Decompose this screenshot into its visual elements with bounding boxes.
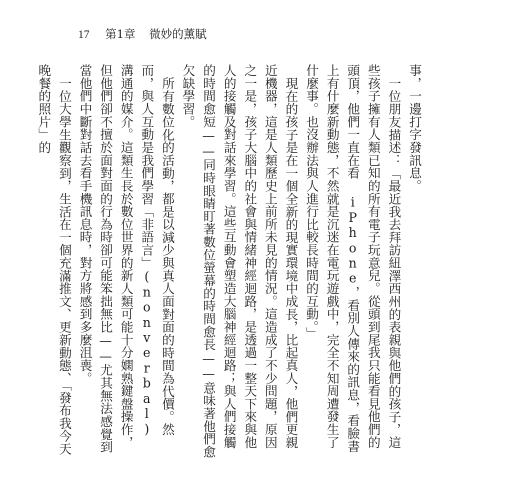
paragraph: 所有數位化的活動，都是以減少與真人面對面的時間為代價。然而，與人互動是我們學習「非語言」(nonverbal) 溝通的媒介。這類生長於數位世界的新人類可能十分嫻熟鍵盤操作，但他們卻不擅於面對面的行為時卻可能笨拙無比——尤其無法感覺到當他們中斷對話去看手機訊息時，對方將感到多麼沮喪。 bbox=[77, 64, 175, 454]
paragraph: 現在的孩子是在一個全新的現實環境中成長，比起真人，他們更親近機器，這是人類歷史上前所未見的情況。這造成了不少問題，原因之一是，孩子大腦中的社會與情緒神經迴路，是透過一整天下來與他人的接觸及對話來學習。這些互動會塑造大腦神經迴路；與人們接觸的時間愈短——同時眼睛盯著數位螢幕的時間愈長——意味著他們愈欠缺學習。 bbox=[180, 64, 299, 459]
body-text bbox=[36, 64, 424, 459]
paragraph: 一位朋友描述：「最近我去拜訪紐澤西州的表親與他們的孩子，這些孩子擁有人類已知的所有電子玩意兒。從頭到尾我只能看見他們的頭頂，他們一直在看 iPhone，看別人傳來的訊息，看臉書上有什麼新動態，不然就是沉迷在電玩遊戲中，完全不知周遭發生了什麼事。也沒辦法與人進行比較長時間的互動。」 bbox=[304, 64, 402, 453]
paragraph: 一位大學生觀察到，生活在一個充滿推文、更新動態、「發布我今天晚餐的照片」的 bbox=[36, 64, 72, 455]
chapter-label: 第1章 bbox=[105, 27, 136, 41]
running-header bbox=[78, 26, 207, 42]
chapter-title: 微妙的薰賦 bbox=[149, 27, 207, 41]
paragraph: 事，一邊打字發訊息。 bbox=[407, 64, 422, 193]
page-number: 17 bbox=[78, 29, 90, 41]
